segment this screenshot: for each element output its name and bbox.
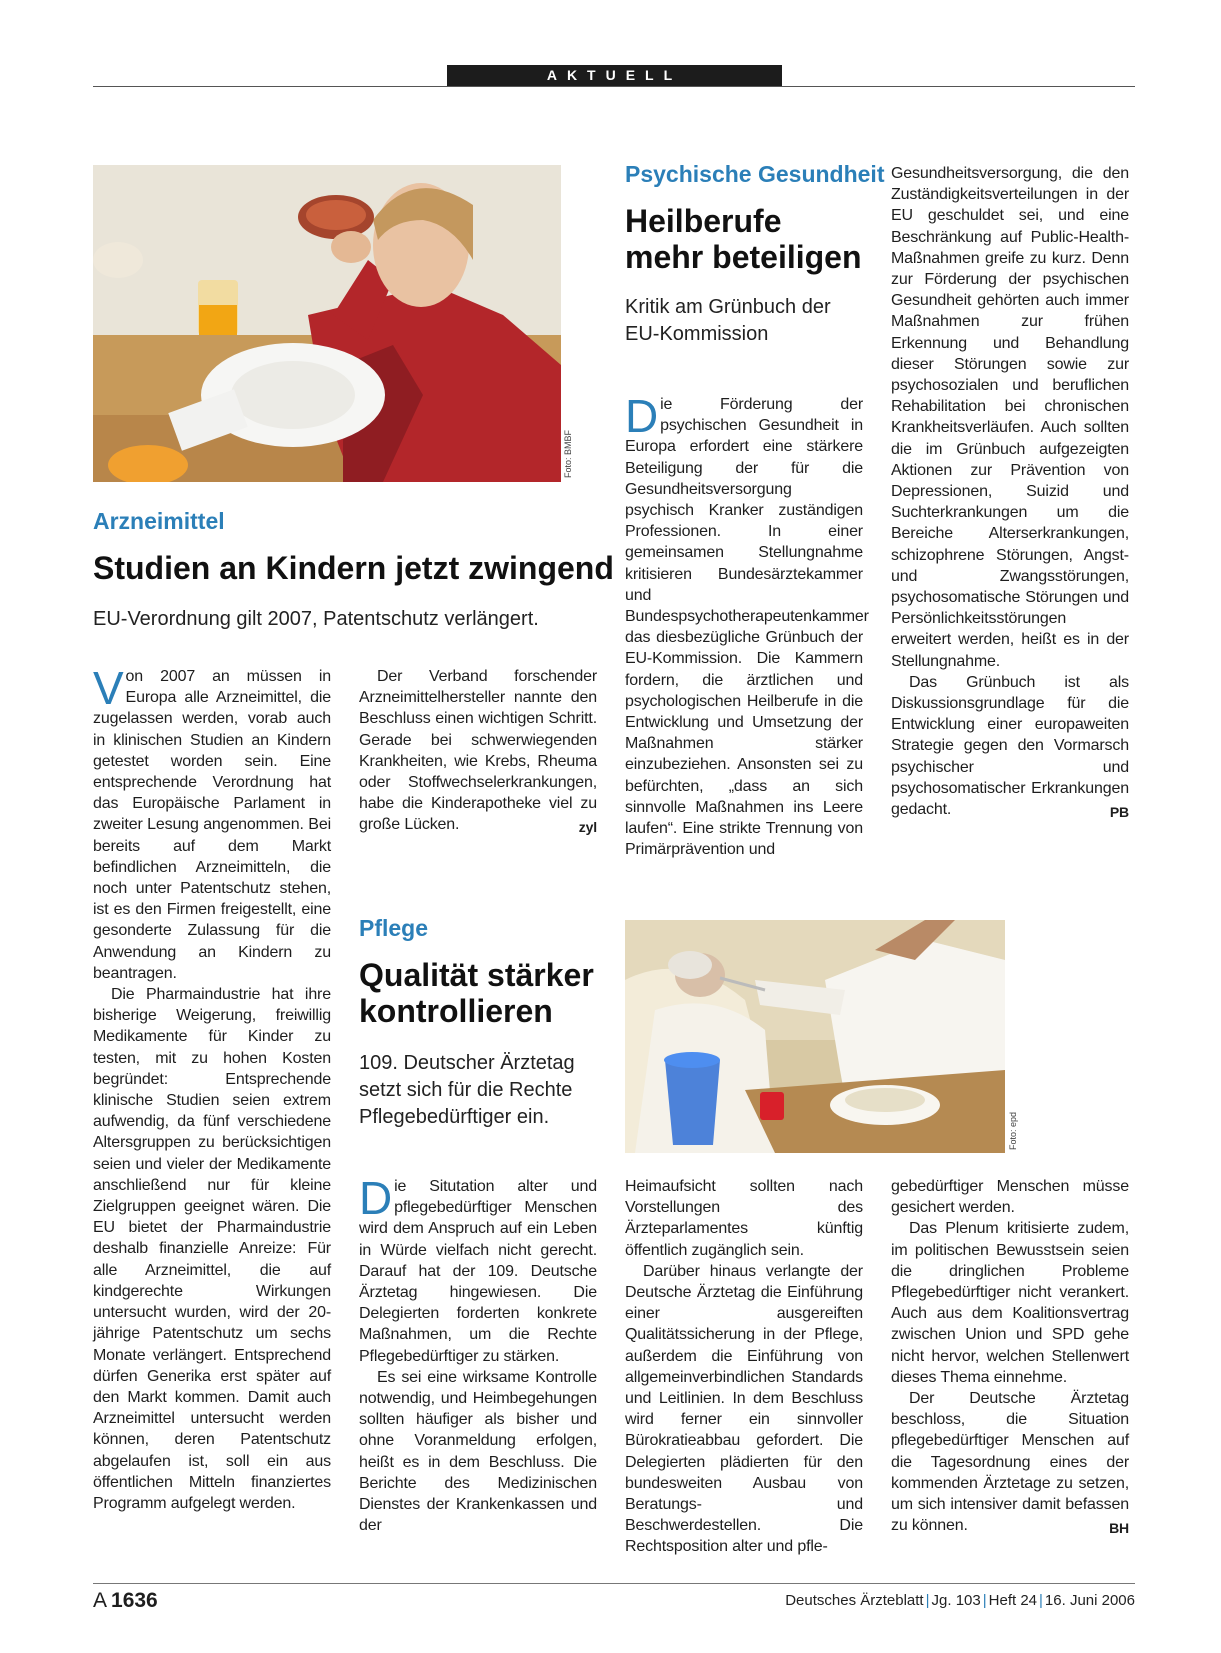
subhead-line: Pflegebedürftiger ein.	[359, 1106, 550, 1128]
article2-kicker: Psychische Gesundheit	[625, 161, 885, 187]
journal-name: Deutsches Ärzteblatt	[785, 1592, 924, 1609]
paragraph: Gesundheitsversorgung, die den Zuständigkeitsverteilungen in der EU geschuldet sei, und eine Beschränkung auf Public-Health-Maßnahmen greife zu kurz. Denn zur Förderung der psychischen Gesundheit gehörten auch immer Maßnahmen zur frühen Erkennung und Behandlung dieser Störungen sowie zur psychosozialen und beruflichen Rehabilitation bei chronischen Krankheitsverläufen. Auch sollten die im Grünbuch aufgezeigten Aktionen zur Prävention von Depressionen, Suizid und Suchterkrankungen um die Bereiche Alterserkrankungen, schizophrene Störungen, Angst- und Zwangsstörungen, psychosomatische Störungen und Persönlichkeitsstörungen erweitert werden, heißt es in der Stellungnahme.	[891, 165, 1129, 670]
paragraph: Darüber hinaus verlangte der Deutsche Ärztetag die Einführung einer ausgereiften Qualitätssicherung in der Pflege, außerdem die Einführung von allgemeinverbindlichen Standards und Leitlinien. In dem Beschluss wird ferner ein sinnvoller Bürokratieabbau gefordert. Die Delegierten plädierten für den bundesweiten Ausbau von Beratungs- und Beschwerdestellen. Die Rechtsposition alter und pfle-	[625, 1262, 863, 1556]
article2-subhead	[625, 294, 831, 348]
article2-column2	[891, 163, 1129, 823]
paragraph	[891, 1388, 1129, 1536]
paragraph: Das Plenum kritisierte zudem, im politischen Bewusstsein seien die dringlichen Probleme Pflegebedürftiger nicht verankert. Auch aus dem Koalitionsvertrag zwischen Union und SPD gehe nicht hervor, welchen Stellenwert dieses Thema einnehme.	[891, 1220, 1129, 1386]
article3-column1	[359, 1172, 597, 1536]
photo-credit: Foto: epd	[1008, 1112, 1018, 1151]
article1-column1	[93, 662, 331, 1514]
article1-column2	[359, 666, 597, 839]
article3-headline	[359, 957, 594, 1029]
paragraph: Die Pharmaindustrie hat ihre bisherige Weigerung, freiwillig Medikamente für Kinder zu testen, mit zu hohen Kosten begründet: Entsprechende klinische Studien seien extrem aufwendig, da fünf verschiedene Altersgruppen zu berücksichtigen seien und vieler der Medikamente anschließend nur für kleine Zielgruppen geeignet wären. Die EU bietet der Pharmaindustrie deshalb finanzielle Anreize: Für alle Arzneimittel, die auf kindgerechte Wirkungen untersucht wurden, wird der 20-jährige Patentschutz um sechs Monate verlängert. Entsprechend dürfen Generika erst später auf den Markt kommen. Damit auch Arzneimittel untersucht werden können, deren Patentschutz abgelaufen ist, soll ein aus öffentlichen Mitteln finanziertes Programm aufgelegt werden.	[93, 986, 331, 1512]
paragraph-text: Der Deutsche Ärztetag beschloss, die Situation pflegebedürftiger Menschen auf die Tagesordnung eines der kommenden Ärztetage zu setzen, um sich intensiver damit befassen zu können.	[891, 1390, 1129, 1535]
headline-line: Heilberufe	[625, 203, 782, 239]
subhead-line: Kritik am Grünbuch der	[625, 296, 831, 318]
subhead-line: setzt sich für die Rechte	[359, 1079, 573, 1101]
author-signature: BH	[1109, 1520, 1129, 1537]
paragraph-text: Das Grünbuch ist als Diskussionsgrundlage für die Entwicklung einer europaweiten Strategie gegen den Vormarsch psychischer und psychosomatischer Erkrankungen gedacht.	[891, 673, 1129, 819]
paragraph: on 2007 an müssen in Europa alle Arzneimittel, die zugelassen werden, vorab auch in klinischen Studien an Kindern getestet worden sein. Eine entsprechende Verordnung hat das Europäische Parlament in zweiter Lesung angenommen. Bei bereits auf dem Markt befindlichen Arzneimitteln, die noch unter Patentschutz stehen, ist es den Firmen freigestellt, eine gesonderte Zulassung für die Anwendung an Kindern zu beantragen.	[93, 668, 331, 982]
page-prefix: A	[93, 1589, 108, 1612]
page-number-value: 1636	[111, 1589, 158, 1612]
subhead-line: 109. Deutscher Ärztetag	[359, 1052, 575, 1074]
photo-child-breakfast	[93, 165, 561, 482]
photo-nursing-care	[625, 920, 1005, 1153]
dropcap: V	[93, 662, 124, 714]
author-signature: PB	[1109, 804, 1129, 821]
paragraph-text: Der Verband forschender Arzneimittelhersteller nannte den Beschluss einen wichtigen Schritt. Gerade bei schwerwiegenden Krankheiten, wie Krebs, Rheuma oder Stoffwechselerkrankungen, habe die Kinderapotheke viel zu große Lücken.	[359, 668, 597, 834]
author-signature: zyl	[578, 819, 597, 836]
paragraph: gebedürftiger Menschen müsse gesichert werden.	[891, 1178, 1129, 1217]
photo-credit: Foto: BMBF	[563, 430, 573, 479]
headline-line: Qualität stärker	[359, 957, 594, 993]
paragraph: ie Förderung der psychischen Gesundheit in Europa erfordert eine stärkere Beteiligung der für die Gesundheitsversorgung psychisch Kranker zuständigen Professionen. In einer gemeinsamen Stellungnahme kritisieren Bundesärztekammer und Bundespsychotherapeutenkammer das diesbezügliche Grünbuch der EU-Kommission. Die Kammern fordern, die ärztlichen und psychologischen Heilberufe in die Entwicklung und Umsetzung der Maßnahmen stärker einzubeziehen. Ansonsten sei zu befürchten, „dass an sich sinnvolle Maßnahmen ins Leere laufen“. Eine strikte Trennung von Primärprävention und	[625, 396, 869, 859]
subhead-line: EU-Kommission	[625, 323, 769, 345]
article3-subhead	[359, 1050, 575, 1131]
article1-subhead: EU-Verordnung gilt 2007, Patentschutz verlängert.	[93, 608, 539, 630]
paragraph: Heimaufsicht sollten nach Vorstellungen des Ärzteparlamentes künftig öffentlich zugänglich sein.	[625, 1178, 863, 1259]
article2-headline	[625, 203, 862, 275]
article2-column1	[625, 390, 869, 860]
paragraph	[891, 672, 1129, 820]
separator: |	[1039, 1592, 1043, 1609]
page-number	[93, 1589, 158, 1613]
article3-column2	[625, 1176, 863, 1558]
headline-line: kontrollieren	[359, 993, 553, 1029]
header-rule	[93, 86, 1135, 87]
journal-citation	[785, 1592, 1135, 1609]
section-header: AKTUELL	[447, 65, 782, 86]
paragraph: ie Situtation alter und pflegebedürftiger Menschen wird dem Anspruch auf ein Leben in Würde vielfach nicht gerecht. Darauf hat der 109. Deutsche Ärztetag hingewiesen. Die Delegierten forderten konkrete Maßnahmen, um die Rechte Pflegebedürftiger zu stärken.	[359, 1178, 597, 1365]
footer-rule	[93, 1583, 1135, 1584]
headline-line: mehr beteiligen	[625, 239, 862, 275]
paragraph: Es sei eine wirksame Kontrolle notwendig, und Heimbegehungen sollten häufiger als bisher und ohne Voranmeldung erfolgen, heißt es in dem Beschluss. Die Berichte des Medizinischen Dienstes der Krankenkassen und der	[359, 1368, 597, 1535]
separator: |	[925, 1592, 930, 1609]
article3-kicker: Pflege	[359, 915, 429, 941]
separator: |	[982, 1592, 987, 1609]
journal-volume: Jg. 103	[931, 1592, 981, 1609]
article3-column3	[891, 1176, 1129, 1539]
paragraph	[359, 666, 597, 836]
article1-kicker: Arzneimittel	[93, 508, 225, 534]
journal-issue: Heft 24	[988, 1592, 1038, 1609]
dropcap: D	[359, 1172, 393, 1224]
journal-date: 16. Juni 2006	[1044, 1592, 1135, 1609]
dropcap: D	[625, 390, 659, 442]
article1-headline: Studien an Kindern jetzt zwingend	[93, 550, 614, 586]
